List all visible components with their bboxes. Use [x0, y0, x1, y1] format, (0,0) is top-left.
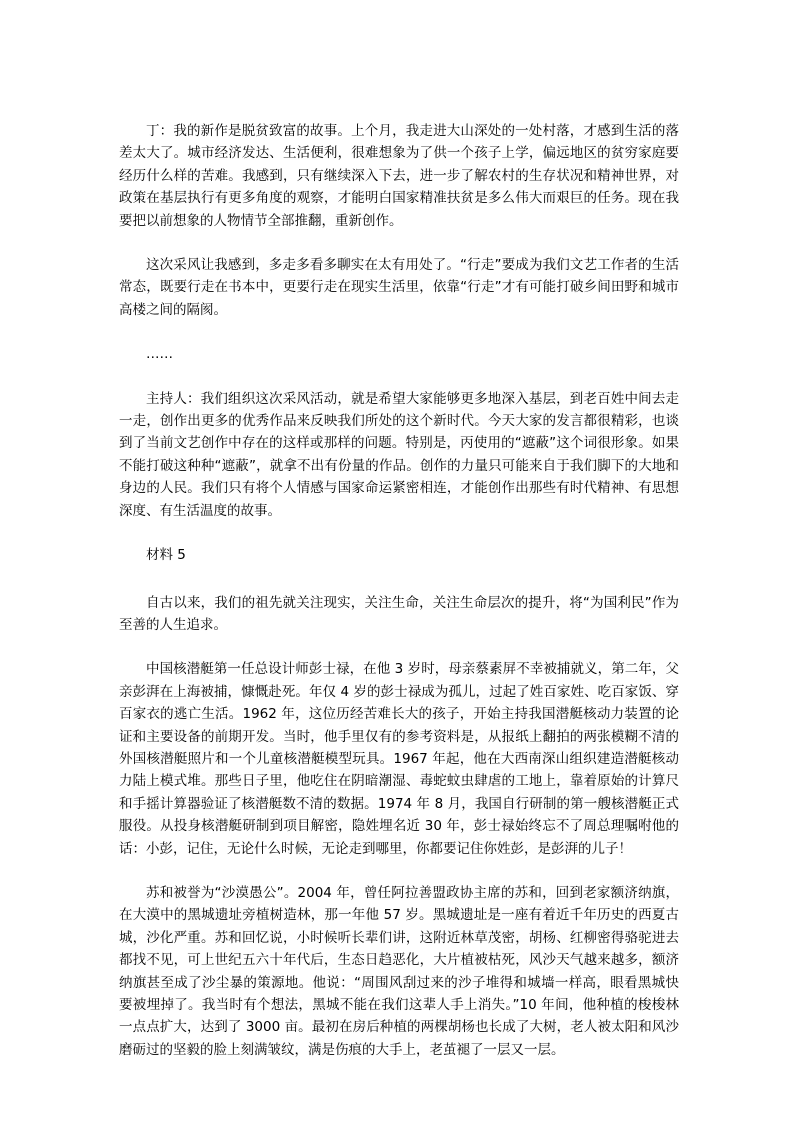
paragraph-walking: 这次采风让我感到，多走多看多聊实在太有用处了。“行走”要成为我们文艺工作者的生活常态，既要行走在书本中，更要行走在现实生活里，依靠“行走”才有可能打破乡间田野和城市高楼之间的隔阂。 [119, 257, 679, 318]
paragraph-ding-speech: 丁：我的新作是脱贫致富的故事。上个月，我走进大山深处的一处村落，才感到生活的落差太大了。城市经济发达、生活便利，很难想象为了供一个孩子上学，偏远地区的贫穷家庭要经历什么样的苦难。我感到，只有继续深入下去，进一步了解农村的生存状况和精神世界，对政策在基层执行有更多角度的观察，才能明白国家精准扶贫是多么伟大而艰巨的任务。现在我要把以前想象的人物情节全部推翻，重新创作。 [119, 123, 679, 229]
material-heading: 材料 5 [146, 547, 186, 564]
paragraph-su-he: 苏和被誉为“沙漠愚公”。2004 年，曾任阿拉善盟政协主席的苏和，回到老家额济纳旗，在大漠中的黑城遗址旁植树造林，那一年他 57 岁。黑城遗址是一座有着近千年历史的西夏古城，沙化严重。苏和回忆说，小时候听长辈们讲，这附近林草茂密，胡杨、红柳密得骆驼进去都找不见，可上世纪五六十年代后，生态日趋恶化，大片植被枯死，风沙天气越来越多，额济纳旗甚至成了沙尘暴的策源地。他说：“周围风刮过来的沙子堆得和城墙一样高，眼看黑城快要被埋掉了。我当时有个想法，黑城不能在我们这辈人手上消失。”10 年间，他种植的梭梭林一点点扩大，达到了 3000 亩。最初在房后种植的两棵胡杨也长成了大树，老人被太阳和风沙磨砺过的坚毅的脸上刻满皱纹，满是伤痕的大手上，老茧褪了一层又一层。 [119, 884, 679, 1058]
paragraph-host-speech: 主持人：我们组织这次采风活动，就是希望大家能够更多地深入基层，到老百姓中间去走一走，创作出更多的优秀作品来反映我们所处的这个新时代。今天大家的发言都很精彩，也谈到了当前文艺创作中存在的这样或那样的问题。特别是，丙使用的“遮蔽”这个词很形象。如果不能打破这种种“遮蔽”，就拿不出有份量的作品。创作的力量只可能来自于我们脚下的大地和身边的人民。我们只有将个人情感与国家命运紧密相连，才能创作出那些有时代精神、有思想深度、有生活温度的故事。 [119, 390, 679, 519]
paragraph-ancestors: 自古以来，我们的祖先就关注现实，关注生命，关注生命层次的提升，将“为国利民”作为至善的人生追求。 [119, 594, 679, 633]
paragraph-ellipsis: …… [146, 346, 173, 363]
document-page [119, 120, 679, 1061]
paragraph-peng-shilu: 中国核潜艇第一任总设计师彭士禄，在他 3 岁时，母亲蔡素屏不幸被捕就义，第二年，父亲彭湃在上海被捕，慷慨赴死。年仅 4 岁的彭士禄成为孤儿，过起了姓百家姓、吃百家饭、穿百家衣的逃亡生活。1962 年，这位历经苦难长大的孩子，开始主持我国潜艇核动力装置的论证和主要设备的前期开发。当时，他手里仅有的参考资料是，从报纸上翻拍的两张模糊不清的外国核潜艇照片和一个儿童核潜艇模型玩具。1967 年起，他在大西南深山组织建造潜艇核动力陆上模式堆。那些日子里，他吃住在阴暗潮湿、毒蛇蚊虫肆虐的工地上，靠着原始的计算尺和手摇计算器验证了核潜艇数不清的数据。1974 年 8 月，我国自行研制的第一艘核潜艇正式服役。从投身核潜艇研制到项目解密，隐姓埋名近 30 年，彭士禄始终忘不了周总理嘱咐他的话：小彭，记住，无论什么时候，无论走到哪里，你都要记住你姓彭，是彭湃的儿子！ [119, 661, 679, 857]
